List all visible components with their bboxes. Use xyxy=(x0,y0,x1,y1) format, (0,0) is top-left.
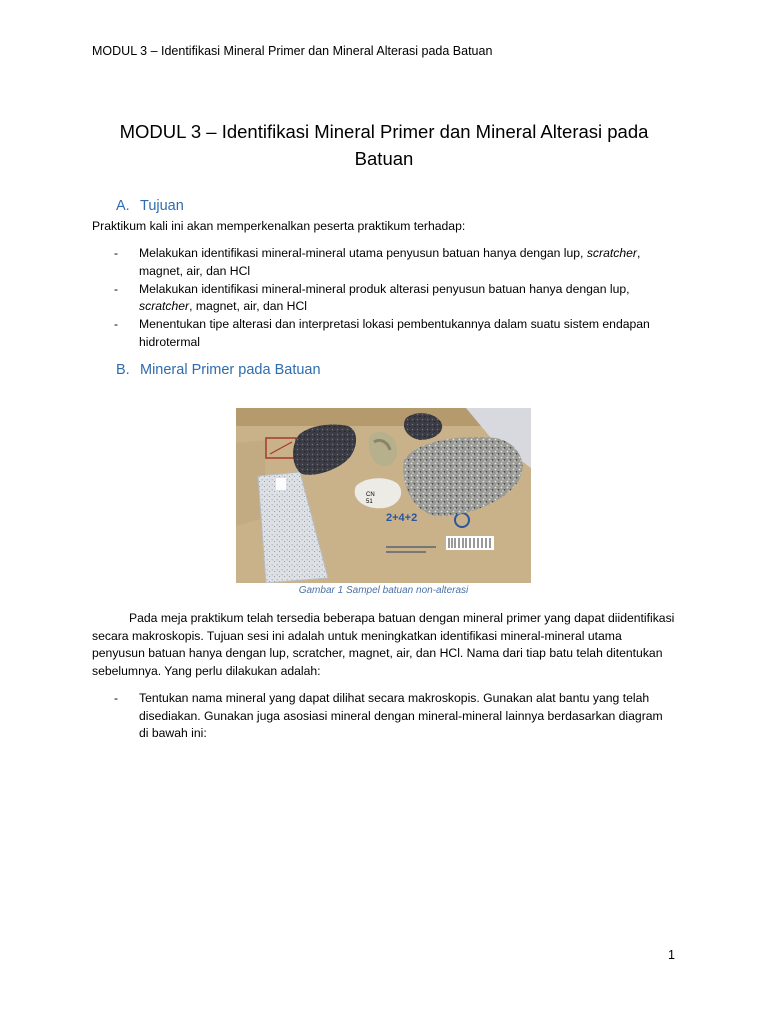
section-a-intro: Praktikum kali ini akan memperkenalkan peserta praktikum terhadap: xyxy=(92,219,466,233)
section-a-number: A. xyxy=(116,198,130,214)
section-a-title: Tujuan xyxy=(140,198,184,214)
section-b-number: B. xyxy=(116,362,130,378)
rock-samples-photo xyxy=(236,408,531,583)
list-item: - Tentukan nama mineral yang dapat dilihat secara makroskopis. Gunakan alat bantu yang telah disediakan. Gunakan juga asosiasi mineral dengan mineral-mineral lainnya berdasarkan diagram di bawah ini: xyxy=(114,691,663,740)
document-title: MODUL 3 – Identifikasi Mineral Primer dan Mineral Alterasi pada Batuan xyxy=(119,121,649,169)
page-header: MODUL 3 – Identifikasi Mineral Primer dan Mineral Alterasi pada Batuan xyxy=(92,44,493,58)
list-item: - Menentukan tipe alterasi dan interpretasi lokasi pembentukannya dalam suatu sistem endapan hidrotermal xyxy=(114,317,650,349)
section-b-heading xyxy=(116,362,321,378)
rock-samples-illustration xyxy=(236,408,531,583)
page-number: 1 xyxy=(668,948,675,962)
section-a-heading xyxy=(116,198,184,214)
list-item: - Melakukan identifikasi mineral-mineral utama penyusun batuan hanya dengan lup, scratcher, magnet, air, dan HCl xyxy=(114,246,641,278)
rock-label-text: 51 xyxy=(366,499,373,505)
list-item: - Melakukan identifikasi mineral-mineral produk alterasi penyusun batuan hanya dengan lup, scratcher, magnet, air, dan HCl xyxy=(114,281,630,313)
section-b-title: Mineral Primer pada Batuan xyxy=(140,362,321,378)
figure-caption: Gambar 1 Sampel batuan non-alterasi xyxy=(298,585,469,596)
section-a-bullets xyxy=(114,245,674,352)
section-b-bullets xyxy=(114,690,674,743)
rock-label-text: CN xyxy=(366,492,375,498)
section-b-paragraph: Pada meja praktikum telah tersedia beberapa batuan dengan mineral primer yang dapat diidentifikasi secara makroskopis. Tujuan sesi ini adalah untuk meningkatkan identifikasi mineral-mineral utama penyusun batuan hanya dengan lup, scratcher, magnet, air, dan HCl. Nama dari tiap batu telah ditentukan sebelumnya. Yang perlu dilakukan adalah: xyxy=(92,611,675,678)
box-print-text: 2+4+2 xyxy=(386,512,418,524)
